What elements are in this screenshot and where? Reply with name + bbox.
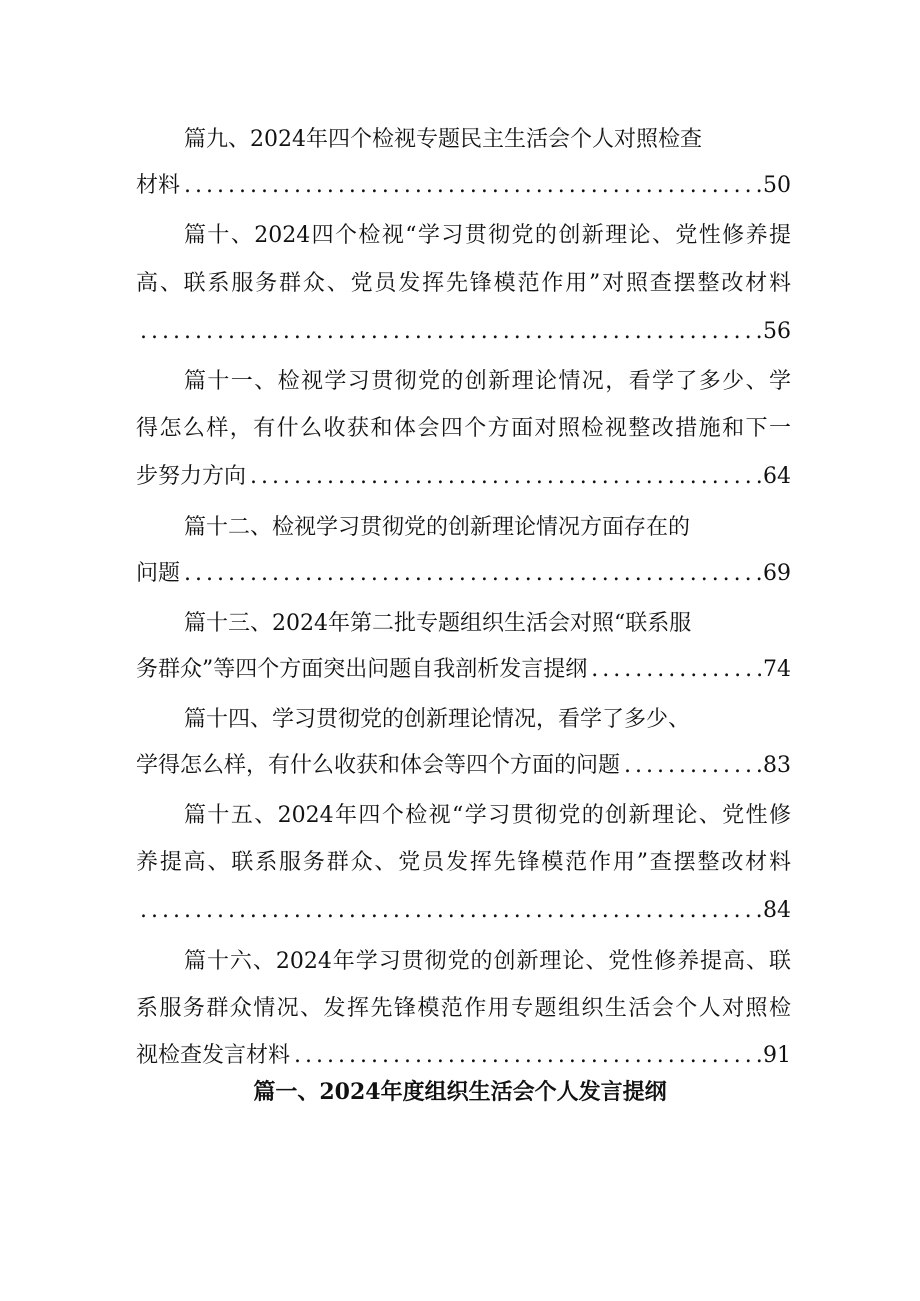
toc-entry-15-line-3[interactable]	[136, 891, 791, 931]
toc-entry-16-line-1[interactable]: 篇十六、2024年学习贯彻党的创新理论、党性修养提高、联	[184, 949, 791, 974]
toc-leader-dots	[246, 457, 763, 497]
toc-entry-13-line-1[interactable]: 篇十三、2024年第二批专题组织生活会对照“联系服	[184, 611, 692, 636]
toc-entry-9-line-2[interactable]	[136, 166, 791, 206]
toc-entry-16-line-2[interactable]: 系服务群众情况、发挥先锋模范作用专题组织生活会个人对照检	[136, 996, 791, 1021]
section-heading: 篇一、2024年度组织生活会个人发言提纲	[253, 1079, 667, 1105]
toc-entry-16-page: 91	[763, 1043, 791, 1068]
toc-entry-12-tail: 问题	[136, 561, 181, 586]
toc-entry-13-line-2[interactable]	[136, 650, 791, 690]
toc-entry-13-page: 74	[763, 657, 791, 682]
toc-entry-11-page: 64	[763, 464, 791, 489]
toc-entry-12-page: 69	[763, 561, 791, 586]
toc-leader-dots	[136, 891, 763, 931]
toc-entry-11-tail: 步努力方向	[136, 464, 247, 489]
toc-entry-11-line-3[interactable]	[136, 457, 791, 497]
toc-entry-9-line-1[interactable]: 篇九、2024年四个检视专题民主生活会个人对照检查	[184, 127, 702, 152]
toc-entry-10-line-1[interactable]: 篇十、2024四个检视“学习贯彻党的创新理论、党性修养提	[184, 223, 791, 248]
toc-leader-dots	[587, 650, 763, 690]
toc-entry-15-line-1[interactable]: 篇十五、2024年四个检视“学习贯彻党的创新理论、党性修	[184, 803, 791, 828]
toc-entry-13-tail: 务群众”等四个方面突出问题自我剖析发言提纲	[136, 657, 588, 682]
toc-entry-11-line-1[interactable]: 篇十一、检视学习贯彻党的创新理论情况，看学了多少、学	[184, 369, 791, 394]
toc-leader-dots	[180, 166, 763, 206]
toc-entry-15-page: 84	[763, 898, 791, 923]
toc-entry-10-line-3[interactable]	[136, 312, 791, 352]
toc-leader-dots	[620, 746, 763, 786]
toc-entry-12-line-1[interactable]: 篇十二、检视学习贯彻党的创新理论情况方面存在的	[184, 515, 691, 540]
toc-leader-dots	[136, 312, 763, 352]
toc-entry-12-line-2[interactable]	[136, 554, 791, 594]
toc-entry-11-line-2[interactable]: 得怎么样，有什么收获和体会四个方面对照检视整改措施和下一	[136, 416, 791, 441]
toc-entry-14-tail: 学得怎么样，有什么收获和体会等四个方面的问题	[136, 753, 621, 778]
toc-entry-9-page: 50	[763, 173, 791, 198]
toc-entry-15-line-2[interactable]: 养提高、联系服务群众、党员发挥先锋模范作用”查摆整改材料	[136, 850, 791, 875]
toc-entry-16-tail: 视检查发言材料	[136, 1043, 291, 1068]
toc-entry-10-line-2[interactable]: 高、联系服务群众、党员发挥先锋模范作用”对照查摆整改材料	[136, 271, 791, 296]
toc-entry-14-line-1[interactable]: 篇十四、学习贯彻党的创新理论情况，看学了多少、	[184, 707, 691, 732]
toc-entry-14-page: 83	[763, 753, 791, 778]
toc-leader-dots	[180, 554, 763, 594]
toc-entry-9-tail: 材料	[136, 173, 181, 198]
toc-entry-10-page: 56	[763, 319, 791, 344]
toc-entry-14-line-2[interactable]	[136, 746, 791, 786]
